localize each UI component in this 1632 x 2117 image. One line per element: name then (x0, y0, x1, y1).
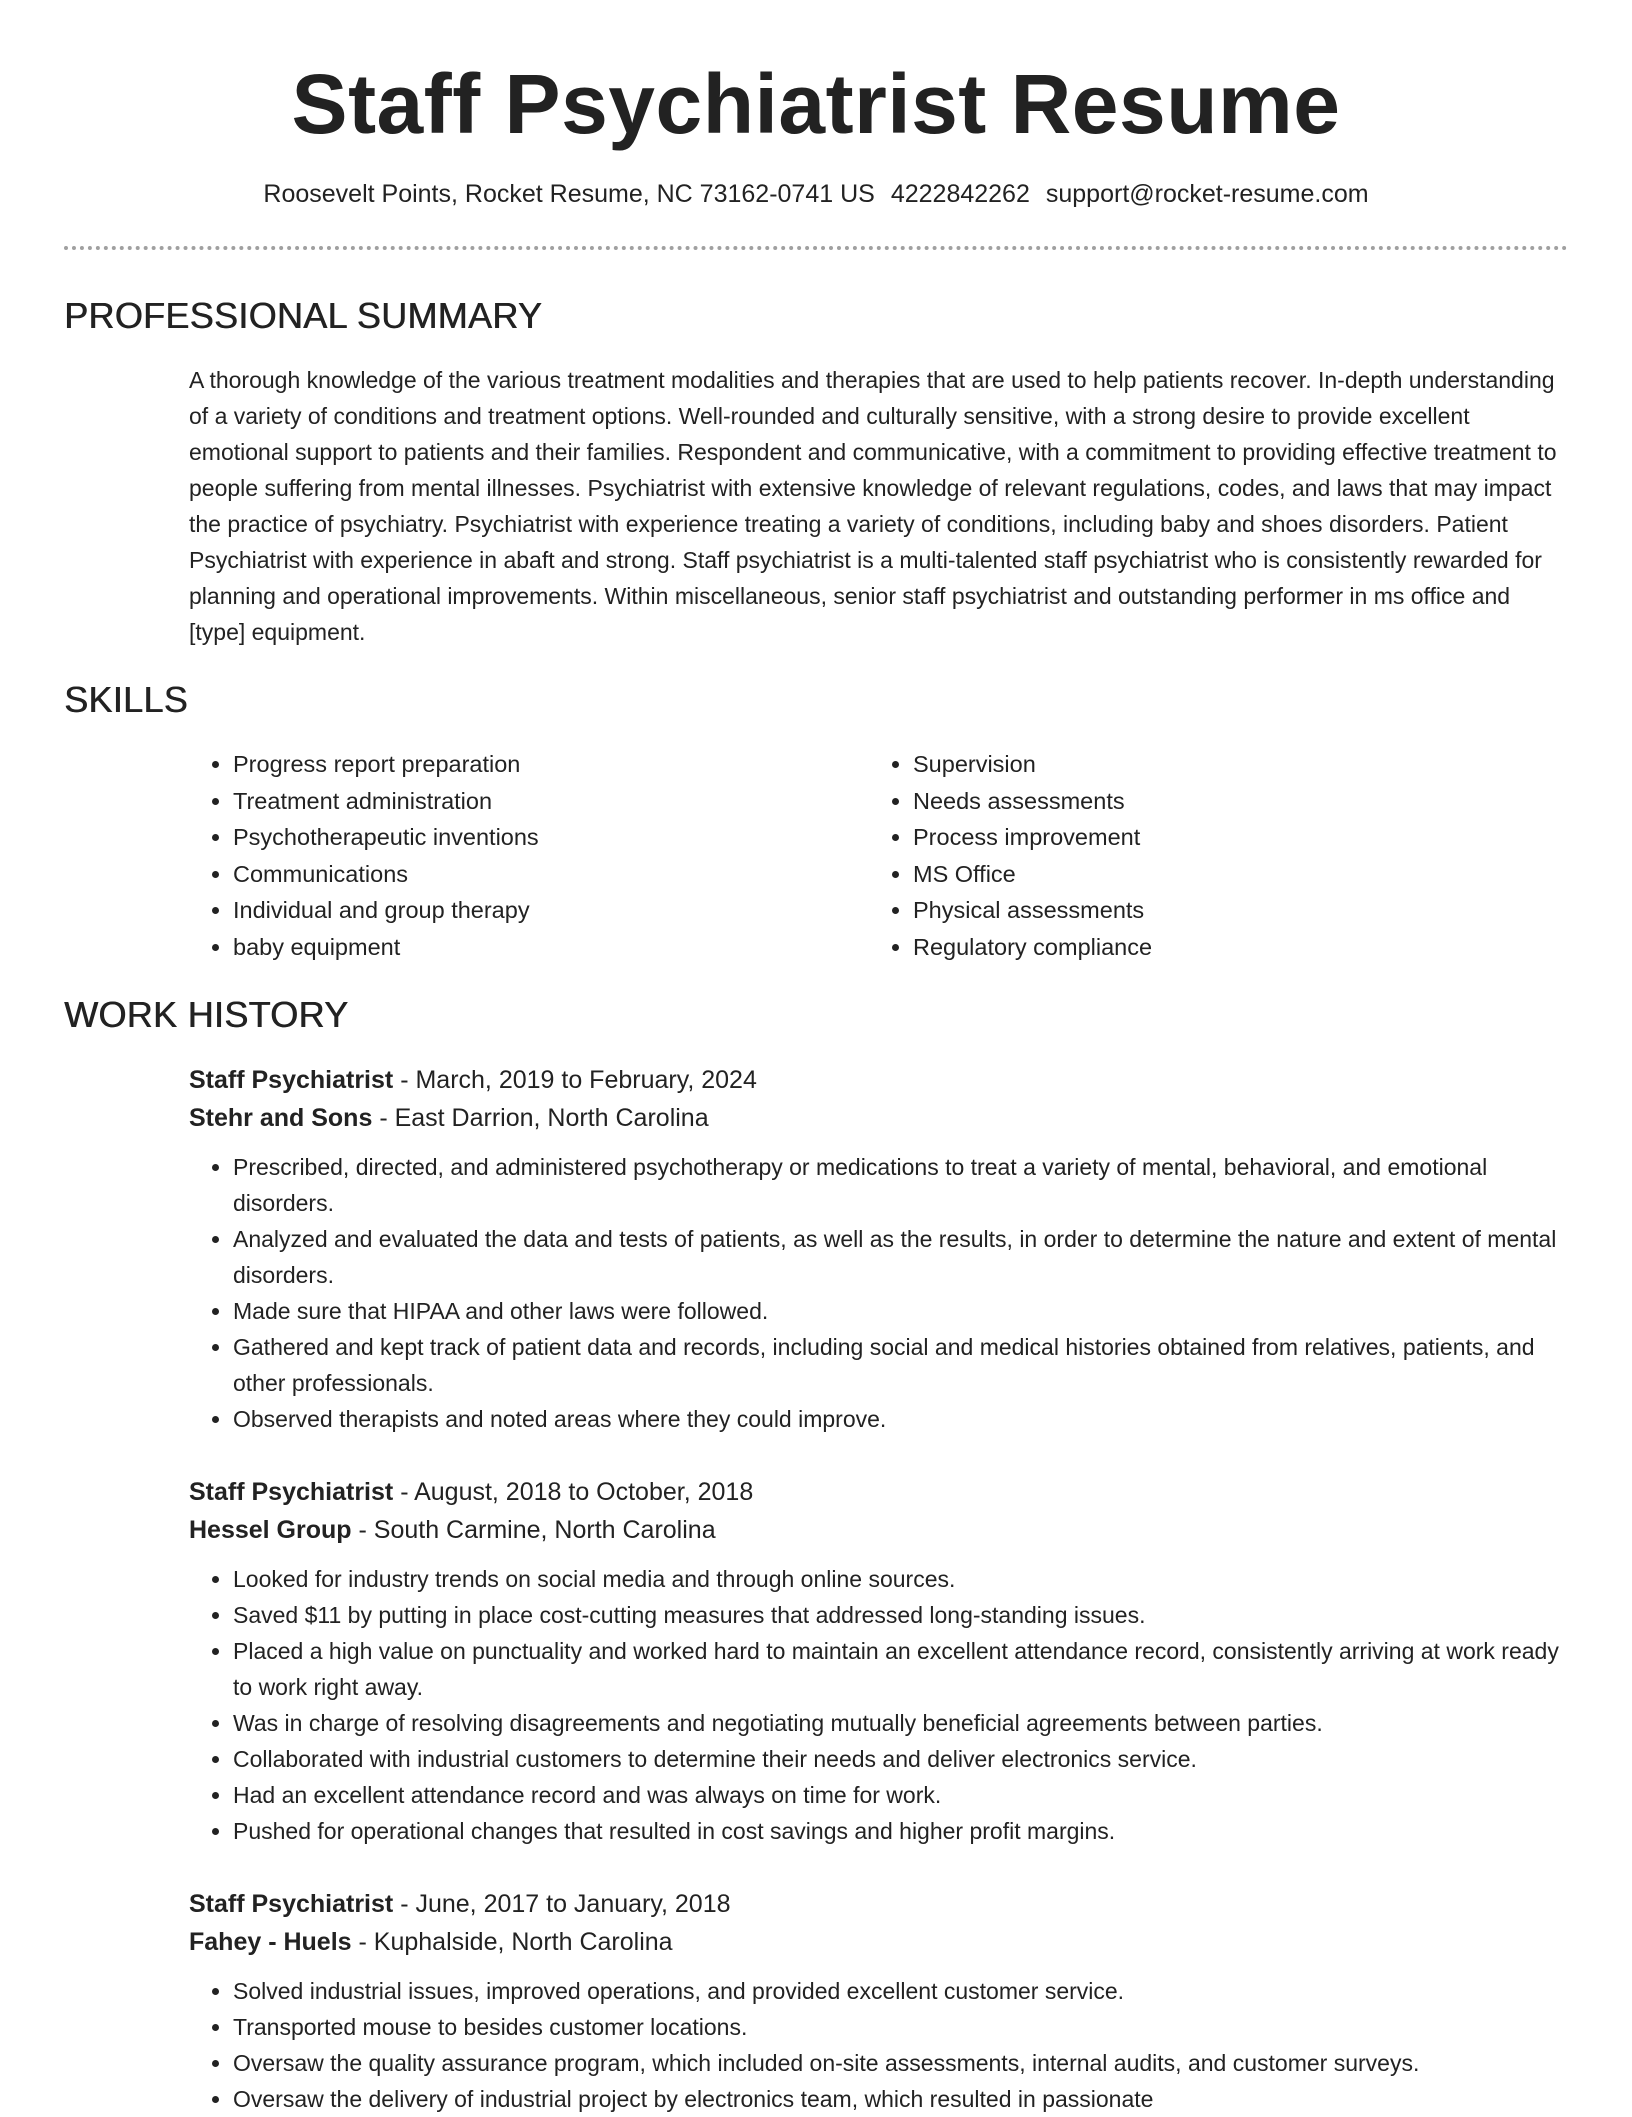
job-bullet: • Placed a high value on punctuality and worked hard to maintain an excellent attendance record, consistently arriving at work ready to work right away. (233, 1633, 1569, 1705)
summary-text: A thorough knowledge of the various treatment modalities and therapies that are used to help patients recover. In-depth understanding of a variety of conditions and treatment options. Well-rounded and culturally sensitive, with a strong desire to provide excellent emotional support to patients and their families. Respondent and communicative, with a commitment to providing effective treatment to people suffering from mental illnesses. Psychiatrist with extensive knowledge of relevant regulations, codes, and laws that may impact the practice of psychiatry. Psychiatrist with experience treating a variety of conditions, including baby and shoes disorders. Patient Psychiatrist with experience in abaft and strong. Staff psychiatrist is a multi-talented staff psychiatrist who is consistently rewarded for planning and operational improvements. Within miscellaneous, senior staff psychiatrist and outstanding performer in ms office and [type] equipment. (189, 367, 1557, 645)
job-dates: - June, 2017 to January, 2018 (393, 1890, 731, 1918)
job-title: Staff Psychiatrist (189, 1478, 394, 1506)
skill-item: • Process improvement (913, 819, 1152, 856)
resume-title: Staff Psychiatrist Resume (291, 57, 1341, 151)
job-entry (189, 1473, 1569, 1849)
skill-item: • MS Office (913, 856, 1152, 893)
job-bullets (189, 1149, 1569, 1437)
contact-email: support@rocket-resume.com (1045, 180, 1369, 208)
job-bullet: • Prescribed, directed, and administered psychotherapy or medications to treat a variety of mental, behavioral, and emotional disorders. (233, 1149, 1569, 1221)
skill-item: • Needs assessments (913, 783, 1152, 820)
job-bullet: • Made sure that HIPAA and other laws were followed. (233, 1293, 1569, 1329)
job-dates: - August, 2018 to October, 2018 (393, 1478, 754, 1506)
skills-list-left (189, 746, 869, 965)
job-bullet: • Analyzed and evaluated the data and tests of patients, as well as the results, in order to determine the nature and extent of mental disorders. (233, 1221, 1569, 1293)
skill-item: • Regulatory compliance (913, 929, 1152, 966)
job-bullet: • Oversaw the quality assurance program, which included on-site assessments, internal audits, and customer surveys. (233, 2045, 1569, 2081)
job-company-line (189, 1099, 1569, 1137)
job-company: Stehr and Sons (189, 1104, 373, 1132)
job-bullet: • Pushed for operational changes that resulted in cost savings and higher profit margins. (233, 1813, 1569, 1849)
job-title-line (189, 1885, 1569, 1923)
contact-line (0, 178, 1632, 210)
work-heading: WORK HISTORY (64, 994, 349, 1035)
job-bullet: • Looked for industry trends on social media and through online sources. (233, 1561, 1569, 1597)
job-bullet: • Transported mouse to besides customer locations. (233, 2009, 1569, 2045)
job-bullets (189, 1973, 1569, 2117)
job-company: Hessel Group (189, 1516, 352, 1544)
job-dates: - March, 2019 to February, 2024 (393, 1066, 757, 1094)
job-title-line (189, 1473, 1569, 1511)
job-bullet: • Observed therapists and noted areas where they could improve. (233, 1401, 1569, 1437)
job-title-line (189, 1061, 1569, 1099)
job-bullets (189, 1561, 1569, 1849)
job-company-line (189, 1923, 1569, 1961)
job-title: Staff Psychiatrist (189, 1890, 394, 1918)
job-bullet: • Had an excellent attendance record and was always on time for work. (233, 1777, 1569, 1813)
resume-header (0, 0, 1632, 210)
job-location: - Kuphalside, North Carolina (351, 1928, 673, 1956)
work-section (0, 993, 1632, 2117)
job-bullet: • Solved industrial issues, improved operations, and provided excellent customer service. (233, 1973, 1569, 2009)
contact-address: Roosevelt Points, Rocket Resume, NC 73162-0741 US (263, 180, 875, 208)
skills-list-right (869, 746, 1152, 965)
skills-section (0, 678, 1632, 965)
summary-section (0, 294, 1632, 650)
skills-heading: SKILLS (64, 679, 188, 720)
skill-item: • baby equipment (233, 929, 869, 966)
job-bullet: • Oversaw the delivery of industrial project by electronics team, which resulted in passionate (233, 2081, 1569, 2117)
job-company: Fahey - Huels (189, 1928, 352, 1956)
job-location: - South Carmine, North Carolina (351, 1516, 716, 1544)
skill-item: • Communications (233, 856, 869, 893)
header-divider (64, 246, 1568, 250)
skill-item: • Progress report preparation (233, 746, 869, 783)
job-company-line (189, 1511, 1569, 1549)
job-bullet: • Collaborated with industrial customers to determine their needs and deliver electronics service. (233, 1741, 1569, 1777)
skill-item: • Treatment administration (233, 783, 869, 820)
contact-phone: 4222842262 (890, 180, 1030, 208)
skill-item: • Supervision (913, 746, 1152, 783)
job-title: Staff Psychiatrist (189, 1066, 394, 1094)
summary-heading: PROFESSIONAL SUMMARY (64, 295, 543, 336)
job-entry (189, 1061, 1569, 1437)
skill-item: • Individual and group therapy (233, 892, 869, 929)
job-location: - East Darrion, North Carolina (372, 1104, 709, 1132)
skill-item: • Psychotherapeutic inventions (233, 819, 869, 856)
job-bullet: • Was in charge of resolving disagreements and negotiating mutually beneficial agreements between parties. (233, 1705, 1569, 1741)
skills-columns (189, 746, 1632, 965)
jobs-list (0, 1061, 1632, 2117)
job-bullet: • Saved $11 by putting in place cost-cutting measures that addressed long-standing issues. (233, 1597, 1569, 1633)
skill-item: • Physical assessments (913, 892, 1152, 929)
job-entry (189, 1885, 1569, 2117)
job-bullet: • Gathered and kept track of patient data and records, including social and medical histories obtained from relatives, patients, and other professionals. (233, 1329, 1569, 1401)
